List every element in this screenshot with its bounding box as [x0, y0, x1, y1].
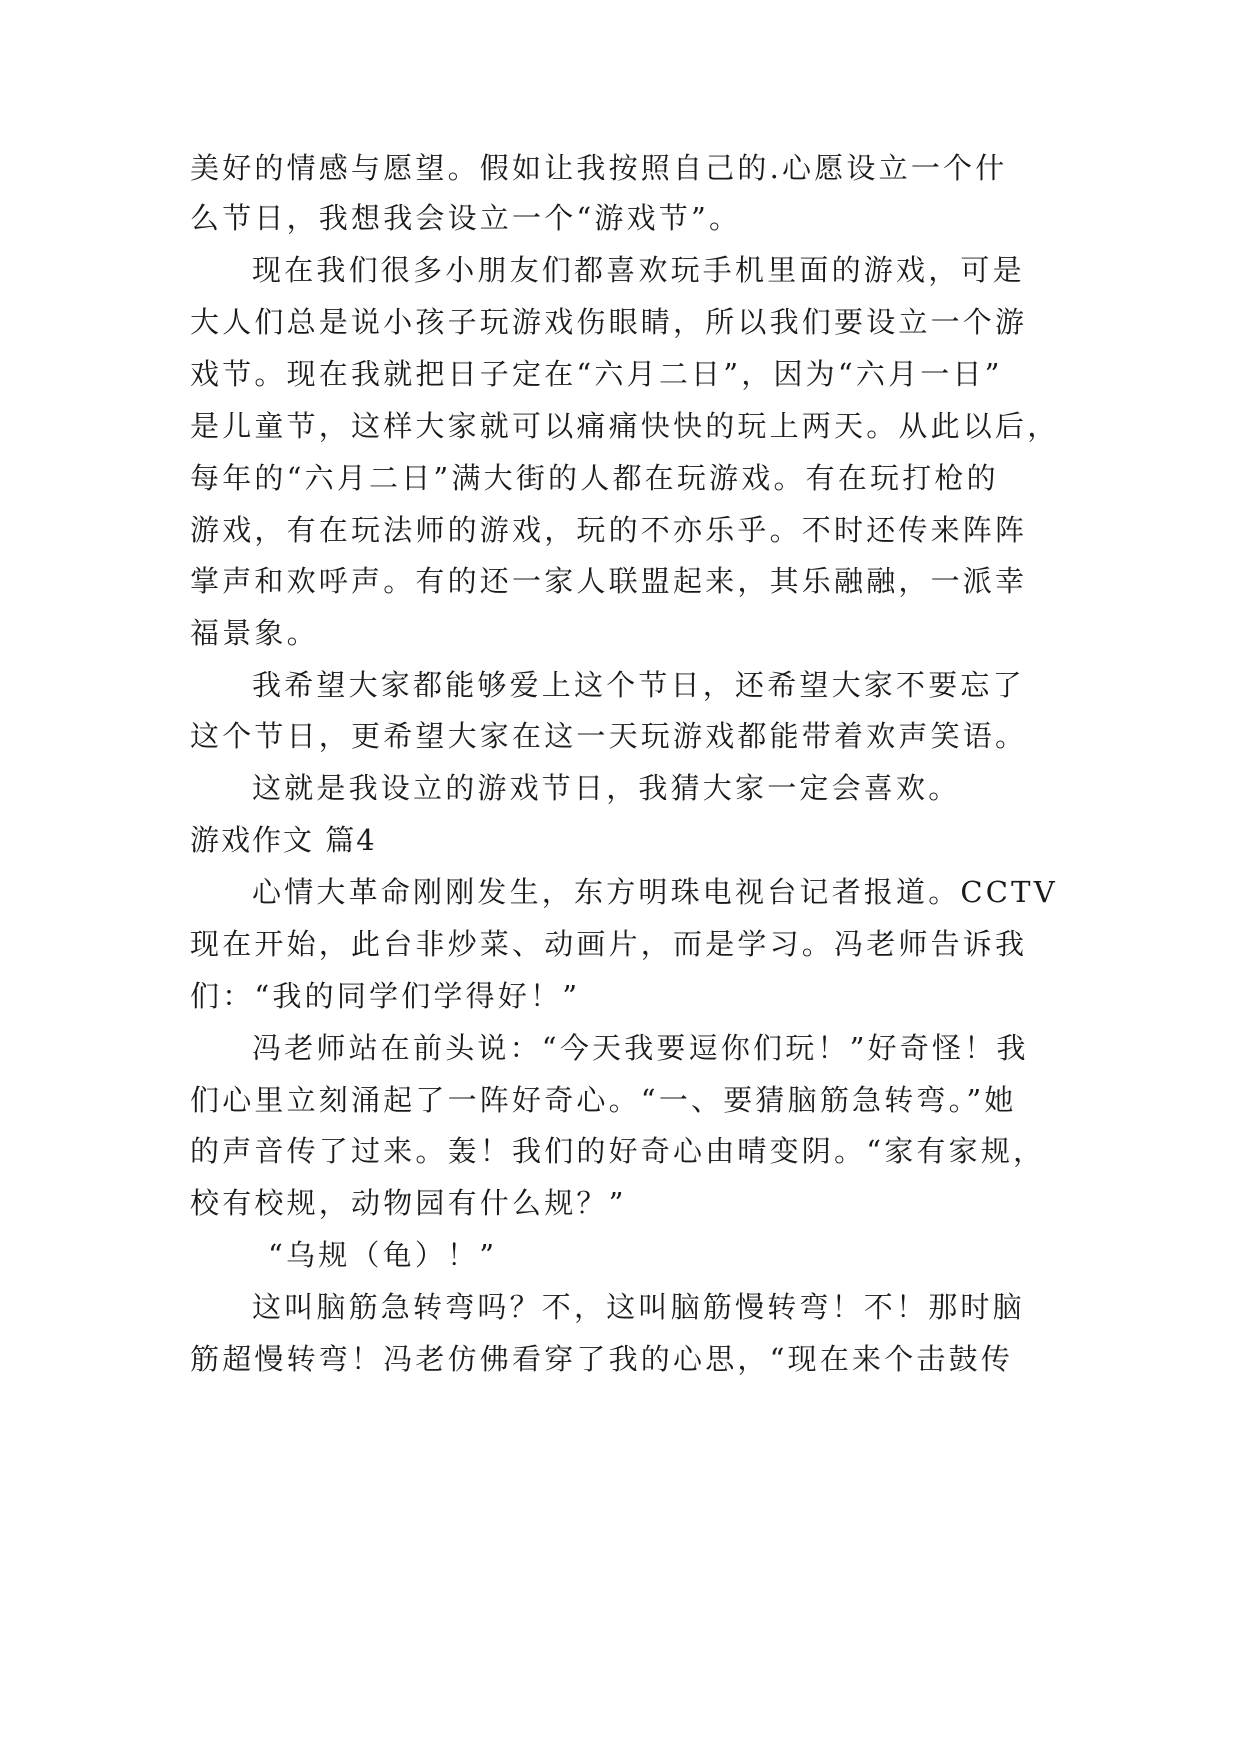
text-line: 戏节。现在我就把日子定在“六月二日”，因为“六月一日”	[190, 357, 1003, 391]
paragraph-start-line: 现在我们很多小朋友们都喜欢玩手机里面的游戏，可是	[252, 253, 1025, 287]
text-line: 福景象。	[190, 616, 319, 650]
text-line: 这个节日，更希望大家在这一天玩游戏都能带着欢声笑语。	[190, 719, 1028, 753]
paragraph-start-line: 冯老师站在前头说：“今天我要逗你们玩！”好奇怪！我	[252, 1031, 1029, 1065]
paragraph-start-line: 这就是我设立的游戏节日，我猜大家一定会喜欢。	[252, 771, 961, 805]
text-line: 校有校规，动物园有什么规？”	[190, 1186, 627, 1220]
text-line: 游戏，有在玩法师的游戏，玩的不亦乐乎。不时还传来阵阵	[190, 513, 1028, 547]
text-line: 大人们总是说小孩子玩游戏伤眼睛，所以我们要设立一个游	[190, 305, 1028, 339]
text-line: 掌声和欢呼声。有的还一家人联盟起来，其乐融融，一派幸	[190, 564, 1028, 598]
paragraph-start-line: 这叫脑筋急转弯吗？不，这叫脑筋慢转弯！不！那时脑	[252, 1290, 1025, 1324]
text-line: 们心里立刻涌起了一阵好奇心。“一、要猜脑筋急转弯。”她	[190, 1083, 1017, 1117]
paragraph-start-line: 心情大革命刚刚发生，东方明珠电视台记者报道。CCTV	[252, 875, 1058, 909]
text-line: 的声音传了过来。轰！我们的好奇心由晴变阴。“家有家规，	[190, 1134, 1046, 1168]
text-line: 是儿童节，这样大家就可以痛痛快快的玩上两天。从此以后，	[190, 409, 1060, 443]
text-line: 筋超慢转弯！冯老仿佛看穿了我的心思，“现在来个击鼓传	[190, 1342, 1014, 1376]
section-heading: 游戏作文 篇4	[190, 823, 377, 857]
text-line: 么节日，我想我会设立一个“游戏节”。	[190, 201, 742, 235]
text-line: 现在开始，此台非炒菜、动画片，而是学习。冯老师告诉我	[190, 927, 1028, 961]
text-line: 每年的“六月二日”满大街的人都在玩游戏。有在玩打枪的	[190, 461, 999, 495]
paragraph-start-line: 我希望大家都能够爱上这个节日，还希望大家不要忘了	[252, 668, 1025, 702]
dialogue-line: “乌规（龟）！”	[268, 1238, 498, 1272]
text-line: 们：“我的同学们学得好！”	[190, 979, 581, 1013]
text-line: 美好的情感与愿望。假如让我按照自己的.心愿设立一个什	[190, 151, 1008, 185]
